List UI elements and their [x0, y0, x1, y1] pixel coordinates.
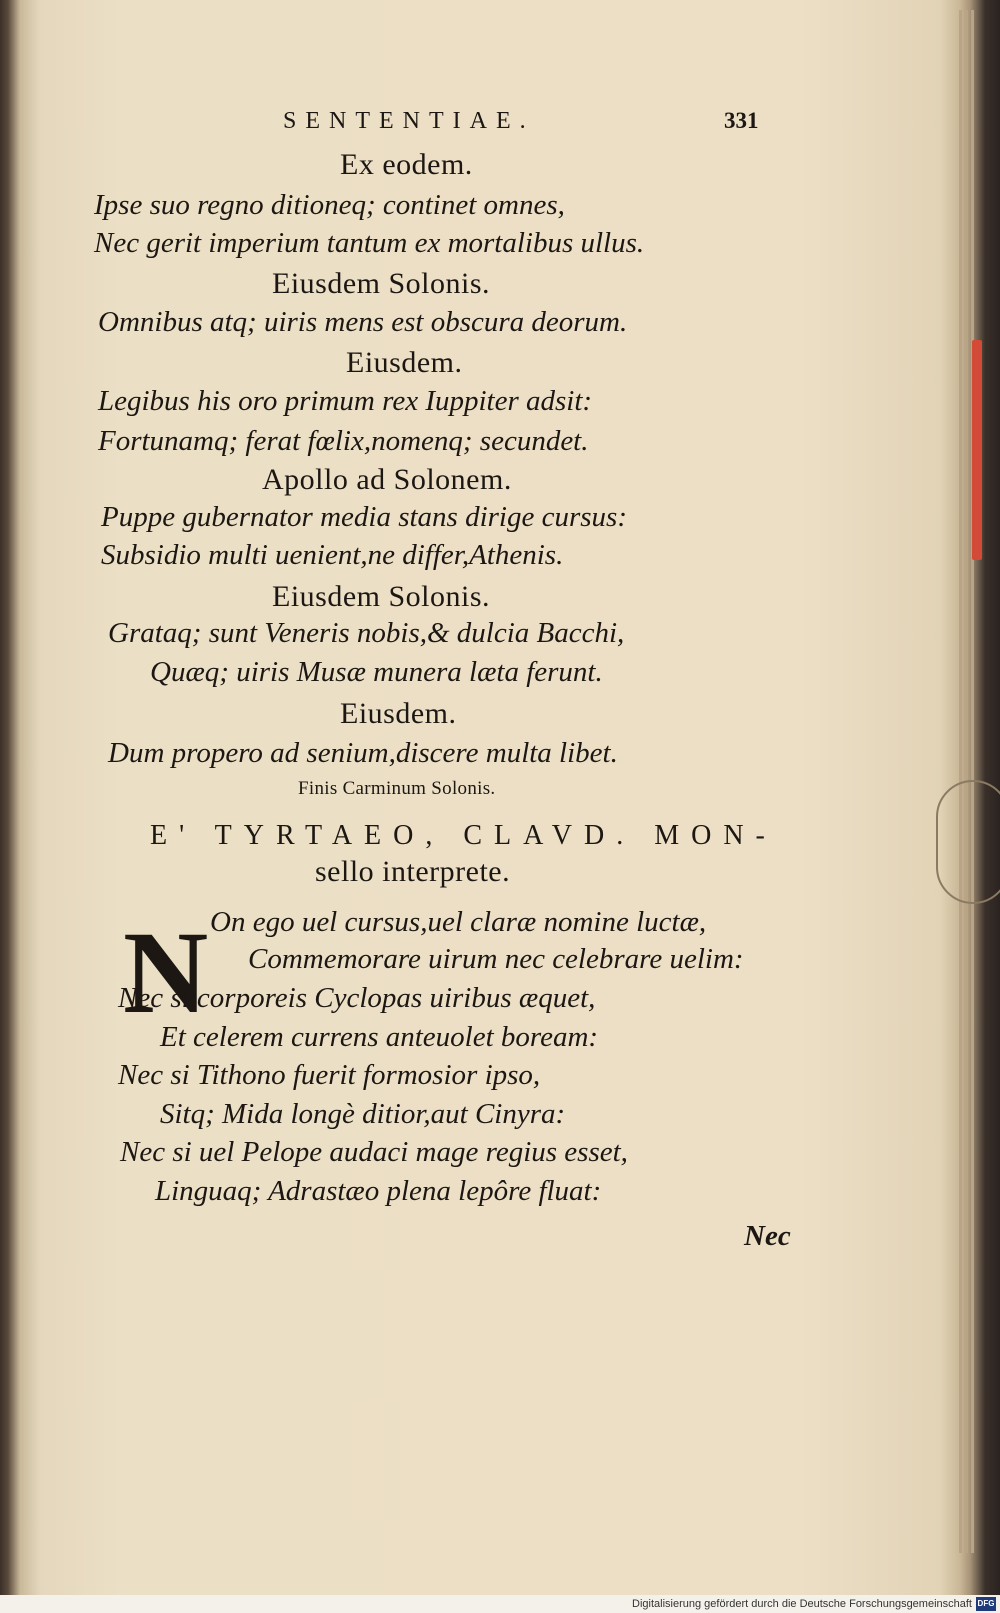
footer-credit: Digitalisierung gefördert durch die Deutsche Forschungsgemeinschaft: [632, 1598, 972, 1610]
verse-line: Ipse suo regno ditioneq; continet omnes,: [94, 189, 565, 221]
section-title: sello interprete.: [315, 855, 511, 888]
page-number: 331: [724, 108, 759, 133]
verse-line: Nec si Tithono fuerit formosior ipso,: [118, 1059, 541, 1091]
drop-capital: N: [123, 907, 209, 1038]
verse-line: On ego uel cursus,uel claræ nomine luctæ,: [210, 906, 707, 938]
section-heading: Apollo ad Solonem.: [262, 463, 512, 496]
colophon: Finis Carminum Solonis.: [298, 778, 496, 799]
verse-line: Puppe gubernator media stans dirige cursus:: [101, 501, 627, 533]
section-heading: Eiusdem.: [346, 346, 463, 379]
section-heading: Eiusdem Solonis.: [272, 580, 491, 613]
section-heading: Eiusdem.: [340, 697, 457, 730]
verse-line: Subsidio multi uenient,ne differ,Athenis.: [101, 539, 564, 571]
verse-line: Sitq; Mida longè ditior,aut Cinyra:: [160, 1098, 566, 1130]
verse-line: Omnibus atq; uiris mens est obscura deorum.: [98, 306, 628, 338]
digitization-footer: [0, 1595, 1000, 1613]
dfg-logo-icon: DFG: [976, 1597, 996, 1611]
section-heading: Eiusdem Solonis.: [272, 267, 491, 300]
verse-line: Legibus his oro primum rex Iuppiter adsit:: [98, 385, 593, 417]
verse-line: Grataq; sunt Veneris nobis,& dulcia Bacchi,: [108, 617, 625, 649]
verse-line: Nec si uel Pelope audaci mage regius esset,: [120, 1136, 628, 1168]
verse-line: Et celerem currens anteuolet boream:: [160, 1021, 599, 1053]
catchword: Nec: [744, 1220, 791, 1252]
running-head: SENTENTIAE.: [283, 108, 535, 134]
verse-line: Fortunamq; ferat fœlix,nomenq; secundet.: [98, 425, 589, 457]
verse-line: Nec gerit imperium tantum ex mortalibus ullus.: [94, 227, 645, 259]
verse-line: Quæq; uiris Musæ munera læta ferunt.: [150, 656, 603, 688]
verse-line: Dum propero ad senium,discere multa libet.: [108, 737, 618, 769]
section-title: E' TYRTAEO, CLAVD. MON-: [150, 820, 777, 851]
verse-line: Nec si corporeis Cyclopas uiribus æquet,: [118, 982, 596, 1014]
verse-line: Commemorare uirum nec celebrare uelim:: [248, 943, 744, 975]
verse-line: Linguaq; Adrastæo plena lepôre fluat:: [155, 1175, 602, 1207]
section-heading: Ex eodem.: [340, 148, 473, 181]
